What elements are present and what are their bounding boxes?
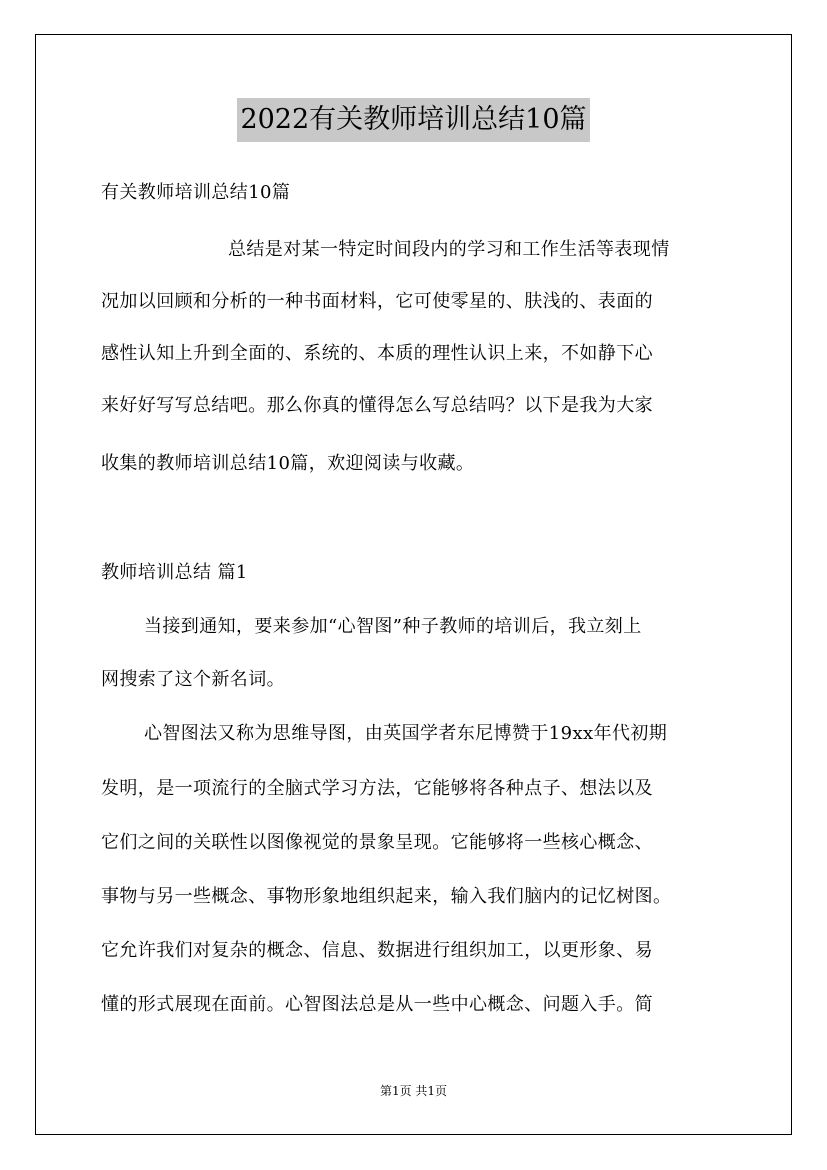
intro-line: 收集的教师培训总结10篇，欢迎阅读与收藏。	[101, 453, 475, 474]
paragraph-line: 它们之间的关联性以图像视觉的景象呈现。它能够将一些核心概念、	[101, 832, 653, 853]
intro-line: 感性认知上升到全面的、系统的、本质的理性认识上来，不如静下心	[101, 343, 653, 364]
document-title-text: 2022有关教师培训总结10篇	[237, 98, 589, 142]
intro-line: 来好好写写总结吧。那么你真的懂得怎么写总结吗？以下是我为大家	[101, 395, 653, 416]
paragraph-line: 懂的形式展现在面前。心智图法总是从一些中心概念、问题入手。简	[101, 994, 653, 1015]
subtitle: 有关教师培训总结10篇	[101, 182, 291, 203]
paragraph-line: 发明，是一项流行的全脑式学习方法，它能够将各种点子、想法以及	[101, 778, 653, 799]
paragraph-line: 网搜索了这个新名词。	[101, 669, 285, 690]
paragraph-line: 当接到通知，要来参加“心智图”种子教师的培训后，我立刻上	[144, 616, 642, 637]
paragraph-line: 心智图法又称为思维导图，由英国学者东尼博赞于19xx年代初期	[144, 723, 668, 744]
paragraph-line: 事物与另一些概念、事物形象地组织起来，输入我们脑内的记忆树图。	[101, 886, 672, 907]
intro-line: 总结是对某一特定时间段内的学习和工作生活等表现情	[228, 239, 670, 260]
intro-line: 况加以回顾和分析的一种书面材料，它可使零星的、肤浅的、表面的	[101, 291, 653, 312]
document-title	[0, 98, 827, 142]
section-heading: 教师培训总结 篇1	[101, 562, 248, 583]
page-footer: 第1页 共1页	[379, 1084, 448, 1098]
paragraph-line: 它允许我们对复杂的概念、信息、数据进行组织加工，以更形象、易	[101, 940, 653, 961]
